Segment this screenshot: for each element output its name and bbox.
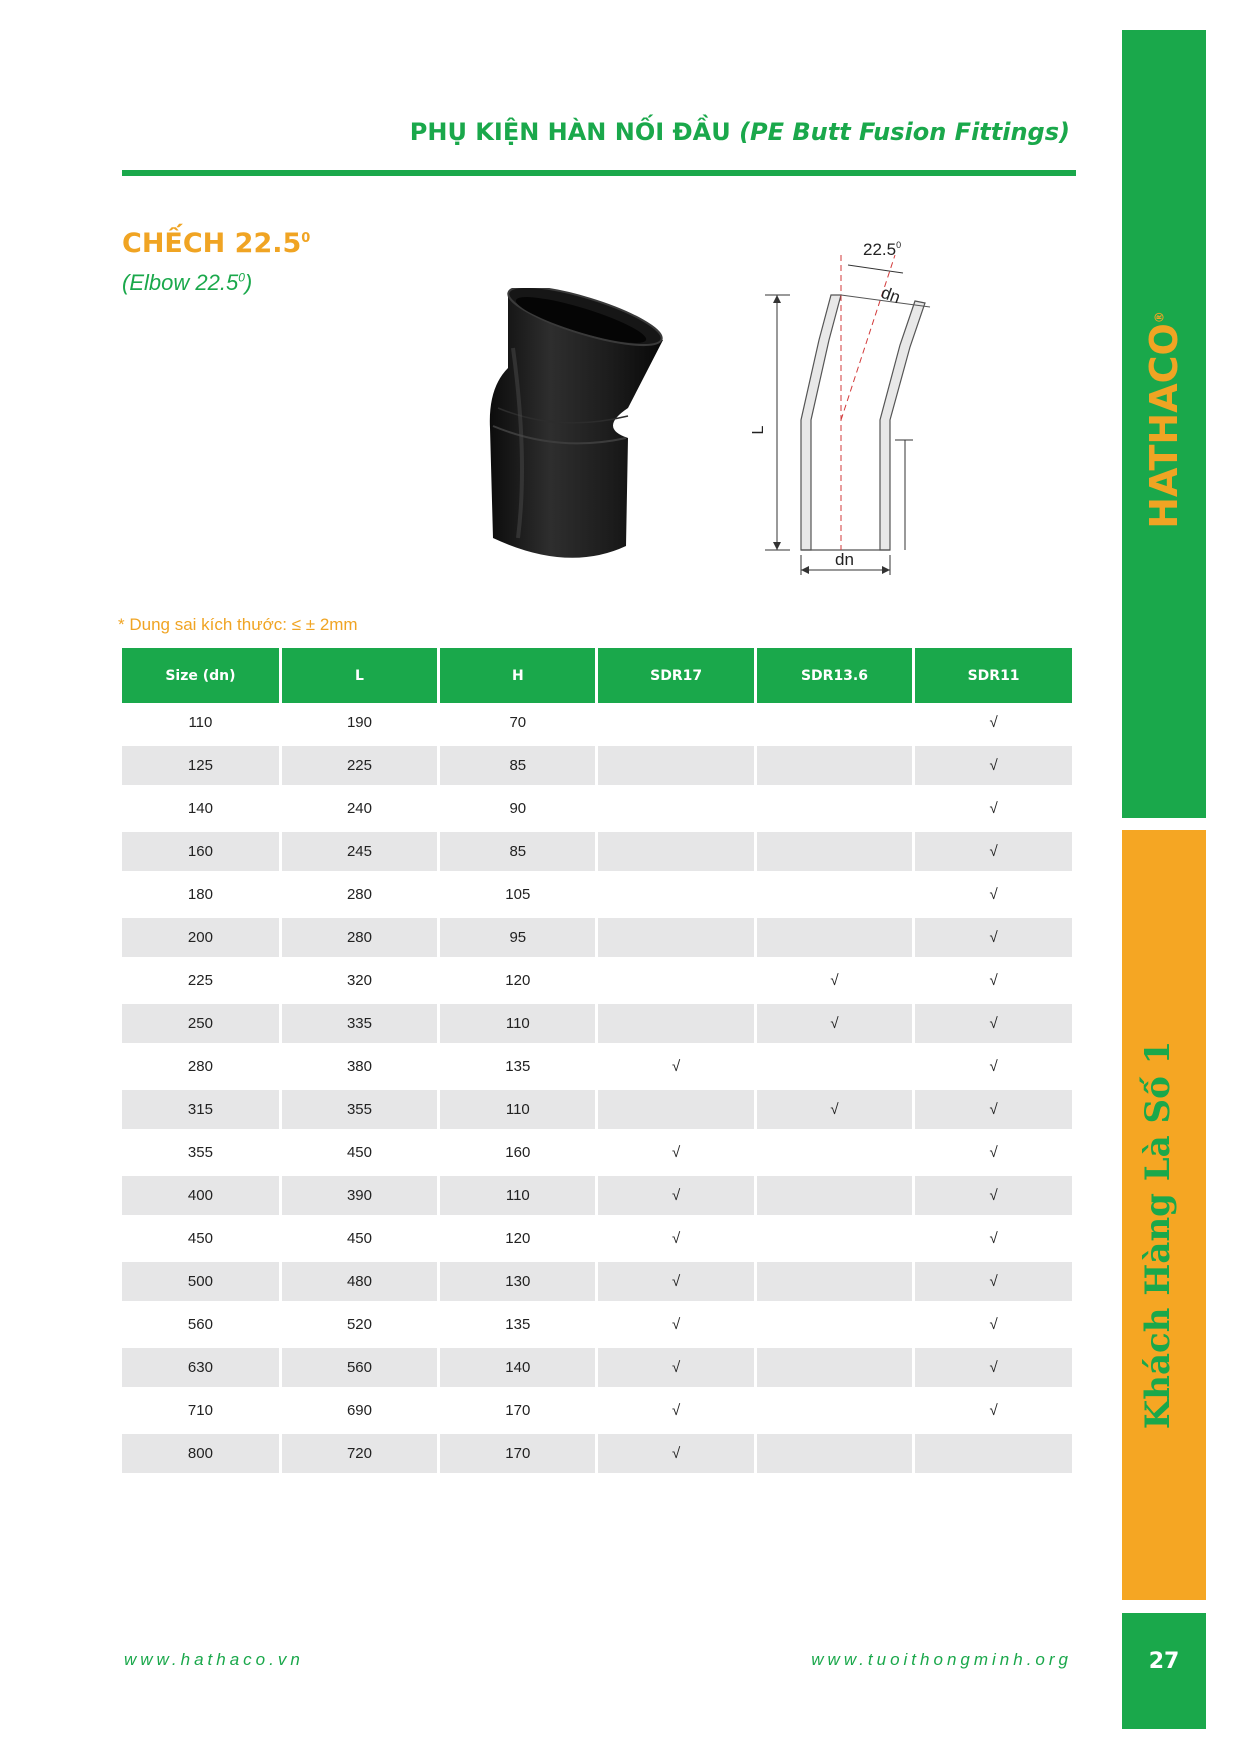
table-cell: √ bbox=[914, 916, 1072, 959]
table-cell: √ bbox=[914, 830, 1072, 873]
table-row bbox=[122, 1045, 1072, 1088]
table-cell: √ bbox=[914, 1131, 1072, 1174]
table-cell bbox=[597, 1088, 755, 1131]
spec-table-body bbox=[122, 703, 1072, 1475]
table-cell bbox=[755, 1432, 913, 1475]
table-cell: 335 bbox=[280, 1002, 438, 1045]
table-row bbox=[122, 1131, 1072, 1174]
table-cell: 355 bbox=[280, 1088, 438, 1131]
table-cell bbox=[914, 1432, 1072, 1475]
table-cell bbox=[597, 1002, 755, 1045]
table-cell bbox=[597, 787, 755, 830]
column-header: Size (dn) bbox=[122, 648, 280, 703]
column-header: H bbox=[439, 648, 597, 703]
table-cell: 450 bbox=[280, 1131, 438, 1174]
table-cell: 120 bbox=[439, 959, 597, 1002]
table-cell bbox=[597, 959, 755, 1002]
table-cell: 500 bbox=[122, 1260, 280, 1303]
table-row bbox=[122, 1303, 1072, 1346]
table-cell: 90 bbox=[439, 787, 597, 830]
table-cell: √ bbox=[597, 1217, 755, 1260]
table-cell: √ bbox=[597, 1045, 755, 1088]
header-title-en: (PE Butt Fusion Fittings) bbox=[739, 118, 1070, 146]
table-cell: 800 bbox=[122, 1432, 280, 1475]
product-title bbox=[122, 228, 310, 259]
table-cell bbox=[755, 1303, 913, 1346]
table-cell: 180 bbox=[122, 873, 280, 916]
table-row bbox=[122, 744, 1072, 787]
table-cell bbox=[597, 873, 755, 916]
table-cell: √ bbox=[914, 1260, 1072, 1303]
table-row bbox=[122, 703, 1072, 744]
table-cell: 140 bbox=[122, 787, 280, 830]
table-cell: 110 bbox=[439, 1088, 597, 1131]
brand-name: HATHACO bbox=[1142, 323, 1186, 529]
table-cell: √ bbox=[914, 1389, 1072, 1432]
table-cell: 135 bbox=[439, 1303, 597, 1346]
table-cell: 140 bbox=[439, 1346, 597, 1389]
table-cell: 170 bbox=[439, 1432, 597, 1475]
table-cell: √ bbox=[914, 1217, 1072, 1260]
table-cell: √ bbox=[914, 787, 1072, 830]
table-cell bbox=[597, 703, 755, 744]
table-cell bbox=[755, 703, 913, 744]
elbow-product-photo bbox=[478, 288, 678, 568]
table-row bbox=[122, 1217, 1072, 1260]
column-header: SDR17 bbox=[597, 648, 755, 703]
table-cell: √ bbox=[914, 744, 1072, 787]
table-cell: 280 bbox=[280, 873, 438, 916]
page-header-title bbox=[410, 118, 1070, 146]
table-row bbox=[122, 787, 1072, 830]
page-number-box bbox=[1122, 1613, 1206, 1729]
table-cell: 250 bbox=[122, 1002, 280, 1045]
page-number: 27 bbox=[1148, 1649, 1180, 1674]
table-cell: 240 bbox=[280, 787, 438, 830]
table-cell: √ bbox=[597, 1432, 755, 1475]
table-cell bbox=[755, 1131, 913, 1174]
table-cell: √ bbox=[597, 1131, 755, 1174]
table-cell: 225 bbox=[122, 959, 280, 1002]
table-cell: 560 bbox=[280, 1346, 438, 1389]
column-header: SDR11 bbox=[914, 648, 1072, 703]
table-cell: √ bbox=[597, 1174, 755, 1217]
table-row bbox=[122, 873, 1072, 916]
brand-registered-mark: ® bbox=[1152, 311, 1167, 324]
table-cell: 110 bbox=[122, 703, 280, 744]
tolerance-note: * Dung sai kích thước: ≤ ± 2mm bbox=[118, 615, 358, 634]
table-row bbox=[122, 1088, 1072, 1131]
column-header: L bbox=[280, 648, 438, 703]
table-cell: 190 bbox=[280, 703, 438, 744]
table-cell: 400 bbox=[122, 1174, 280, 1217]
product-subtitle bbox=[122, 270, 252, 296]
table-cell: 560 bbox=[122, 1303, 280, 1346]
spec-table-header-row bbox=[122, 648, 1072, 703]
table-cell: 245 bbox=[280, 830, 438, 873]
table-cell: 125 bbox=[122, 744, 280, 787]
table-cell: 160 bbox=[439, 1131, 597, 1174]
table-cell: √ bbox=[755, 1088, 913, 1131]
table-row bbox=[122, 1432, 1072, 1475]
brand-slogan: Khách Hàng Là Số 1 bbox=[1138, 1040, 1178, 1430]
table-cell bbox=[755, 873, 913, 916]
table-cell: √ bbox=[914, 1088, 1072, 1131]
table-cell: 720 bbox=[280, 1432, 438, 1475]
table-cell: 480 bbox=[280, 1260, 438, 1303]
drawing-dn-top: dn bbox=[878, 282, 903, 308]
table-cell: 110 bbox=[439, 1174, 597, 1217]
table-row bbox=[122, 1174, 1072, 1217]
header-divider bbox=[122, 170, 1076, 176]
table-cell bbox=[597, 916, 755, 959]
table-row bbox=[122, 916, 1072, 959]
table-cell: 390 bbox=[280, 1174, 438, 1217]
elbow-technical-drawing bbox=[745, 235, 955, 585]
table-cell bbox=[755, 1217, 913, 1260]
table-cell: √ bbox=[914, 1174, 1072, 1217]
table-cell: 380 bbox=[280, 1045, 438, 1088]
product-subtitle-text: (Elbow 22.5 bbox=[122, 270, 239, 295]
table-cell: √ bbox=[914, 1002, 1072, 1045]
table-cell: √ bbox=[914, 873, 1072, 916]
table-cell bbox=[755, 1346, 913, 1389]
table-cell bbox=[755, 787, 913, 830]
product-name: CHẾCH 22.5 bbox=[122, 228, 302, 259]
table-cell: 130 bbox=[439, 1260, 597, 1303]
footer-website-link[interactable]: www.hathaco.vn bbox=[124, 1650, 304, 1669]
column-header: SDR13.6 bbox=[755, 648, 913, 703]
table-cell bbox=[755, 1045, 913, 1088]
table-cell: 70 bbox=[439, 703, 597, 744]
table-cell: 95 bbox=[439, 916, 597, 959]
table-cell bbox=[597, 830, 755, 873]
table-row bbox=[122, 1002, 1072, 1045]
table-cell: √ bbox=[914, 1045, 1072, 1088]
table-cell: 280 bbox=[122, 1045, 280, 1088]
table-cell bbox=[597, 744, 755, 787]
table-cell bbox=[755, 1174, 913, 1217]
table-row bbox=[122, 1389, 1072, 1432]
table-cell: √ bbox=[597, 1389, 755, 1432]
table-cell: 160 bbox=[122, 830, 280, 873]
product-name-degree: 0 bbox=[301, 231, 311, 246]
table-cell bbox=[755, 830, 913, 873]
table-cell: √ bbox=[597, 1346, 755, 1389]
table-cell: 120 bbox=[439, 1217, 597, 1260]
table-cell: √ bbox=[597, 1303, 755, 1346]
product-subtitle-degree: 0 bbox=[238, 270, 245, 285]
table-row bbox=[122, 959, 1072, 1002]
table-cell bbox=[755, 1389, 913, 1432]
brand-logo bbox=[1142, 311, 1186, 529]
table-cell: 630 bbox=[122, 1346, 280, 1389]
table-cell: 225 bbox=[280, 744, 438, 787]
table-cell: 450 bbox=[280, 1217, 438, 1260]
table-row bbox=[122, 830, 1072, 873]
table-cell: 520 bbox=[280, 1303, 438, 1346]
table-cell: 105 bbox=[439, 873, 597, 916]
table-cell: 280 bbox=[280, 916, 438, 959]
table-cell: 135 bbox=[439, 1045, 597, 1088]
table-cell: 110 bbox=[439, 1002, 597, 1045]
header-title-vn: PHỤ KIỆN HÀN NỐI ĐẦU bbox=[409, 118, 731, 146]
table-cell bbox=[755, 744, 913, 787]
table-cell: 710 bbox=[122, 1389, 280, 1432]
table-cell: √ bbox=[755, 1002, 913, 1045]
table-cell: 690 bbox=[280, 1389, 438, 1432]
table-cell bbox=[755, 1260, 913, 1303]
table-cell: 85 bbox=[439, 830, 597, 873]
table-cell: √ bbox=[914, 1346, 1072, 1389]
table-cell: √ bbox=[755, 959, 913, 1002]
table-row bbox=[122, 1260, 1072, 1303]
table-cell: 315 bbox=[122, 1088, 280, 1131]
table-cell: 450 bbox=[122, 1217, 280, 1260]
product-subtitle-close: ) bbox=[244, 270, 253, 295]
table-cell: √ bbox=[914, 1303, 1072, 1346]
table-cell: 85 bbox=[439, 744, 597, 787]
drawing-l-label: L bbox=[750, 425, 767, 435]
spec-table bbox=[122, 648, 1072, 1477]
table-cell: √ bbox=[914, 959, 1072, 1002]
table-cell: 355 bbox=[122, 1131, 280, 1174]
drawing-dn-bottom: dn bbox=[835, 550, 854, 569]
table-cell: 200 bbox=[122, 916, 280, 959]
drawing-angle-label: 22.5$^0$ bbox=[863, 240, 902, 259]
table-cell: 320 bbox=[280, 959, 438, 1002]
table-cell bbox=[755, 916, 913, 959]
table-cell: √ bbox=[914, 703, 1072, 744]
table-row bbox=[122, 1346, 1072, 1389]
table-cell: √ bbox=[597, 1260, 755, 1303]
footer-partner-link[interactable]: www.tuoithongminh.org bbox=[811, 1650, 1072, 1669]
table-cell: 170 bbox=[439, 1389, 597, 1432]
